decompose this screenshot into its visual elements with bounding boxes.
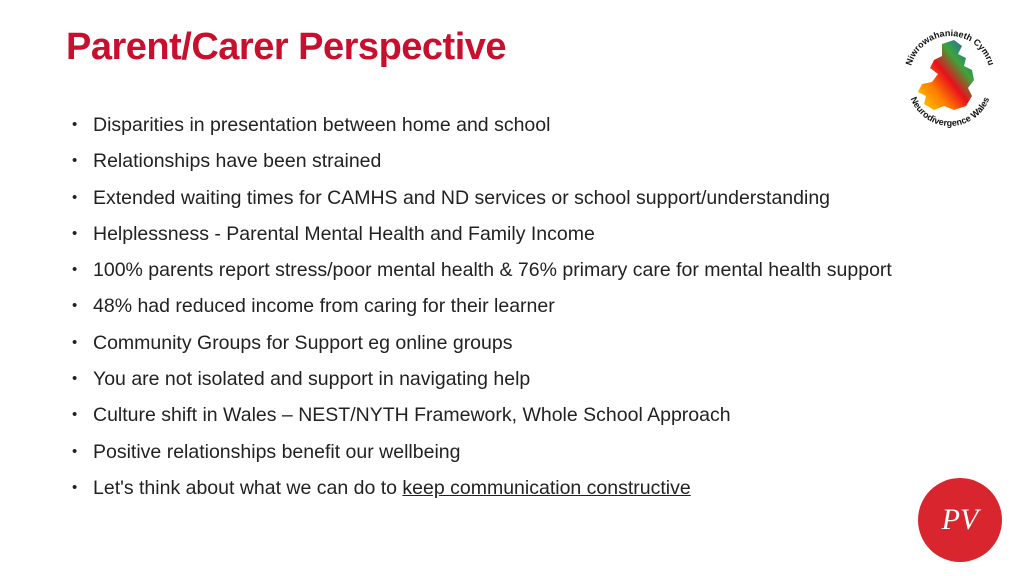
bullet-text: Relationships have been strained bbox=[93, 150, 382, 173]
bullet-text: Extended waiting times for CAMHS and ND services or school support/understanding bbox=[93, 186, 831, 209]
bullet-text: Culture shift in Wales – NEST/NYTH Framework, Whole School Approach bbox=[93, 404, 731, 427]
bullet-item bbox=[70, 475, 920, 501]
bullet-dot: • bbox=[72, 333, 78, 351]
bullet-text: 100% parents report stress/poor mental health & 76% primary care for mental health support bbox=[93, 259, 892, 282]
bullet-item bbox=[70, 148, 920, 174]
bullet-text: Community Groups for Support eg online groups bbox=[93, 331, 513, 354]
bullet-text: Disparities in presentation between home and school bbox=[93, 114, 551, 136]
bullet-item bbox=[70, 330, 920, 356]
slide-title: Parent/Carer Perspective bbox=[66, 26, 507, 68]
bullet-dot: • bbox=[72, 297, 78, 315]
bullet-item bbox=[70, 112, 920, 138]
bullet-text: 48% had reduced income from caring for their learner bbox=[93, 295, 555, 318]
bullet-item bbox=[70, 257, 920, 283]
bullet-dot: • bbox=[72, 406, 78, 424]
bullet-dot: • bbox=[72, 188, 78, 206]
bullet-text: Helplessness - Parental Mental Health and Family Income bbox=[93, 222, 595, 245]
pv-text: PV bbox=[941, 503, 979, 536]
bullet-text: Positive relationships benefit our wellbeing bbox=[93, 440, 461, 463]
communication-link[interactable]: keep communication constructive bbox=[402, 476, 691, 499]
bullet-item bbox=[70, 439, 920, 465]
bullet-dot: • bbox=[72, 224, 78, 242]
bullet-dot: • bbox=[72, 261, 78, 279]
bullet-dot: • bbox=[72, 478, 78, 496]
bullet-dot: • bbox=[72, 116, 78, 133]
bullet-text-prefix: Let's think about what we can do to bbox=[93, 476, 403, 499]
pv-logo bbox=[917, 477, 1003, 563]
bullet-item bbox=[70, 185, 920, 211]
bullet-item bbox=[70, 293, 920, 319]
neurodivergence-wales-logo bbox=[888, 14, 1012, 138]
logo-bottom-text: Neurodivergence Wales bbox=[908, 95, 992, 129]
bullet-dot: • bbox=[72, 442, 78, 460]
bullet-dot: • bbox=[72, 152, 78, 170]
logo-top-text: Niwrowahaniaeth Cymru bbox=[903, 27, 997, 67]
bullet-item bbox=[70, 221, 920, 247]
bullet-item bbox=[70, 402, 920, 428]
bullet-dot: • bbox=[72, 370, 78, 388]
bullet-text: You are not isolated and support in navigating help bbox=[93, 368, 531, 391]
bullet-item bbox=[70, 366, 920, 392]
bullet-list bbox=[70, 112, 920, 511]
wales-map-icon bbox=[918, 40, 974, 110]
